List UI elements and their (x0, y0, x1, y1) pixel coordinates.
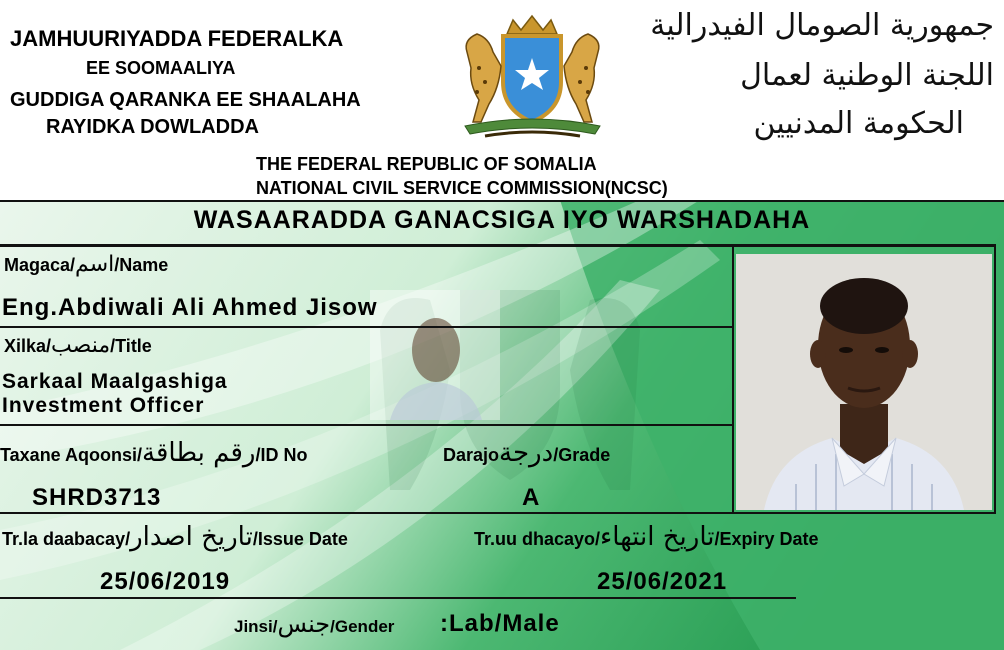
expiry-date-label: Tr.uu dhacayo/تاريخ انتهاء/Expiry Date (474, 522, 819, 552)
photo-right-rule (994, 246, 996, 514)
header-arabic-line1: جمهورية الصومال الفيدرالية (650, 8, 994, 43)
header-english-line2: NATIONAL CIVIL SERVICE COMMISSION(NCSC) (256, 178, 668, 198)
gender-label: Jinsi/جنس/Gender (234, 610, 395, 638)
header-arabic-line3: الحكومة المدنيين (753, 106, 964, 141)
photo-left-rule (732, 246, 734, 514)
title-value-somali: Sarkaal Maalgashiga (2, 370, 228, 393)
grade-value: A (522, 484, 541, 511)
header-english-line1: THE FEDERAL REPUBLIC OF SOMALIA (256, 154, 597, 174)
expiry-date-value: 25/06/2021 (597, 568, 728, 595)
header-somali-line3: GUDDIGA QARANKA EE SHAALAHA (10, 89, 361, 111)
name-value: Eng.Abdiwali Ali Ahmed Jisow (2, 294, 378, 321)
ministry-name: WASAARADDA GANACSIGA IYO WARSHADAHA (193, 206, 811, 234)
issue-date-label: Tr.la daabacay/تاريخ اصدار/Issue Date (2, 522, 348, 552)
issue-date-value: 25/06/2019 (100, 568, 231, 595)
id-value: SHRD3713 (32, 484, 162, 511)
header-somali-line2: EE SOOMAALIYA (86, 58, 236, 78)
portrait-photo (736, 254, 992, 510)
ministry-top-rule (0, 200, 1004, 202)
rule-after-dates (0, 597, 796, 599)
grade-label: Darajoدرجة/Grade (443, 438, 611, 468)
title-value-english: Investment Officer (2, 394, 205, 417)
ministry-bottom-rule (0, 244, 996, 247)
rule-after-title (0, 424, 734, 426)
gender-value: :Lab/Male (440, 610, 560, 637)
somalia-coat-of-arms-icon (455, 12, 610, 140)
rule-after-id (0, 512, 996, 514)
id-label: Taxane Aqoonsi/رقم بطاقة/ID No (0, 438, 308, 468)
header-arabic-line2: اللجنة الوطنية لعمال (740, 58, 994, 93)
rule-after-name (0, 326, 734, 328)
header-somali-line4: RAYIDKA DOWLADDA (46, 116, 259, 138)
ghost-photo-icon (370, 290, 500, 420)
title-label: Xilka/منصب/Title (4, 333, 152, 358)
name-label: Magaca/اسم/Name (4, 252, 169, 277)
header-somali-line1: JAMHUURIYADDA FEDERALKA (10, 26, 344, 51)
